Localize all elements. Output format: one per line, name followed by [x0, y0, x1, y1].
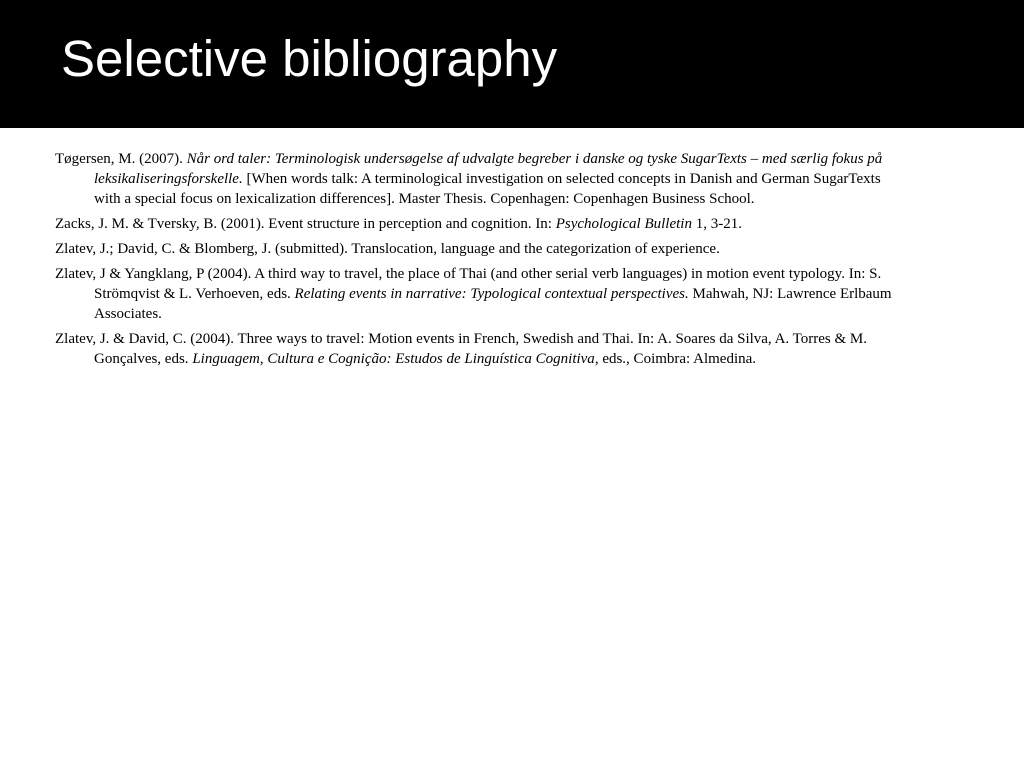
entry-text: Mahwah, NJ: Lawrence Erlbaum Associates. [94, 286, 892, 322]
entry-title-italic: Linguagem, Cultura e Cognição: Estudos de Linguística Cognitiva [192, 351, 595, 367]
entry-text: Zlatev, J. & David, C. (2004). Three ways to travel: Motion events in French, Swedish and Thai. In: A. Soares da Silva, A. Torres & M. Gonçalves, eds. [55, 331, 868, 367]
bibliography-entry [55, 214, 905, 234]
entry-text: , eds., Coimbra: Almedina. [594, 351, 757, 367]
entry-text: Zlatev, J.; David, C. & Blomberg, J. (submitted). Translocation, language and the categorization of experience. [55, 241, 720, 257]
entry-text: Zlatev, J & Yangklang, P (2004). A third way to travel, the place of Thai (and other serial verb languages) in motion event typology. In: S. Strömqvist & L. Verhoeven, eds. [55, 266, 882, 302]
entry-text: Zacks, J. M. & Tversky, B. (2001). Event structure in perception and cognition. In: [55, 216, 556, 232]
title-bar [0, 0, 1024, 128]
entry-title-italic: Når ord taler: Terminologisk undersøgelse af udvalgte begreber i danske og tyske SugarTexts – med særlig fokus på leksikaliseringsforskelle. [94, 151, 883, 187]
entry-text: Tøgersen, M. (2007). [55, 151, 187, 167]
entry-text: [When words talk: A terminological investigation on selected concepts in Danish and German SugarTexts with a special focus on lexicalization differences]. Master Thesis. Copenhagen: Copenhagen Business School. [94, 171, 881, 207]
bibliography-list [55, 149, 905, 374]
slide-title: Selective bibliography [61, 30, 558, 87]
bibliography-entry [55, 329, 905, 369]
entry-title-italic: Relating events in narrative: Typological contextual perspectives. [294, 286, 689, 302]
bibliography-entry [55, 149, 905, 209]
bibliography-entry [55, 264, 905, 324]
entry-text: 1, 3-21. [691, 216, 742, 232]
entry-title-italic: Psychological Bulletin [555, 216, 692, 232]
bibliography-entry [55, 239, 905, 259]
